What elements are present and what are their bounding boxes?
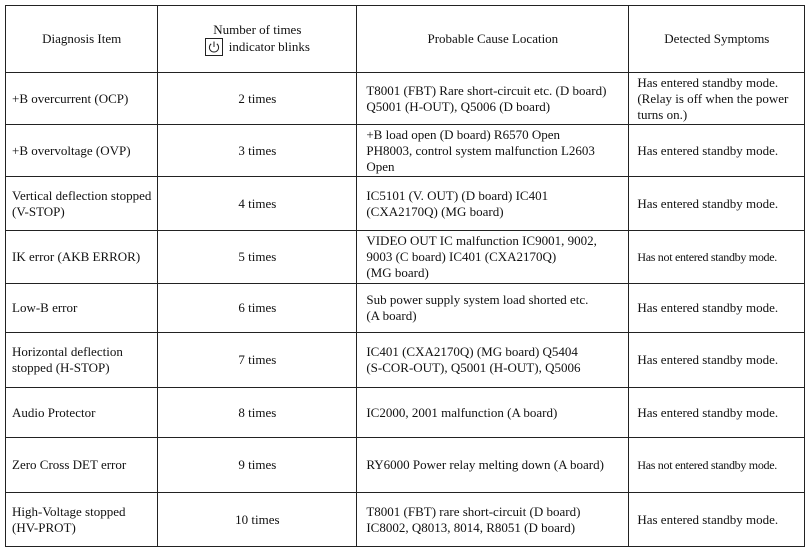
symptom-line: Has not entered standby mode. (637, 250, 777, 264)
diagnosis-item-cell (6, 177, 158, 231)
blinks-cell: 3 times (158, 125, 357, 177)
blinks-cell: 2 times (158, 73, 357, 125)
cause-cell (357, 333, 629, 388)
diagnosis-item-cell (6, 231, 158, 284)
diagnosis-item-line: Low-B error (12, 300, 78, 315)
diagnosis-item-line: stopped (H-STOP) (12, 360, 110, 375)
symptom-cell (629, 231, 805, 284)
diagnosis-item-line: (V-STOP) (12, 203, 65, 219)
header-blinks-line2: indicator blinks (228, 38, 310, 54)
table-row (6, 438, 805, 493)
table-row (6, 388, 805, 438)
blinks-cell: 5 times (158, 231, 357, 284)
diagnosis-item-line: (HV-PROT) (12, 519, 76, 535)
cause-line: (MG board) (366, 265, 429, 280)
diagnosis-item-line: Zero Cross DET error (12, 457, 127, 472)
symptom-cell (629, 333, 805, 388)
diagnosis-item-line: Horizontal deflection (12, 344, 123, 359)
diagnosis-item-cell (6, 284, 158, 333)
diagnosis-item-line: +B overvoltage (OVP) (12, 142, 131, 158)
diagnosis-item-line: IK error (AKB ERROR) (12, 249, 141, 264)
diagnosis-table (5, 5, 805, 547)
diagnosis-item-line: High-Voltage stopped (12, 503, 126, 519)
cause-cell (357, 73, 629, 125)
blinks-cell: 4 times (158, 177, 357, 231)
cause-cell (357, 388, 629, 438)
symptom-line: Has entered standby mode. (637, 511, 779, 527)
symptom-line: Has entered standby mode. (637, 195, 779, 211)
blinks-cell: 7 times (158, 333, 357, 388)
cause-line: Open (366, 158, 395, 174)
diagnosis-item-line: +B overcurrent (OCP) (12, 90, 129, 106)
table-row (6, 493, 805, 547)
symptom-cell (629, 438, 805, 493)
table-row (6, 284, 805, 333)
symptom-line: Has entered standby mode. (637, 352, 779, 367)
table-row (6, 125, 805, 177)
cause-line: Q5001 (H-OUT), Q5006 (D board) (366, 98, 551, 114)
header-diagnosis-item: Diagnosis Item (6, 6, 158, 73)
cause-line: IC2000, 2001 malfunction (A board) (366, 404, 558, 420)
cause-line: Sub power supply system load shorted etc. (366, 292, 589, 307)
diagnosis-item-cell (6, 333, 158, 388)
cause-line: (CXA2170Q) (MG board) (366, 203, 504, 219)
symptom-line: Has entered standby mode. (637, 404, 779, 420)
diagnosis-item-cell (6, 493, 158, 547)
table-row (6, 333, 805, 388)
diagnosis-item-cell (6, 73, 158, 125)
cause-line: (S-COR-OUT), Q5001 (H-OUT), Q5006 (366, 360, 581, 375)
symptom-cell (629, 177, 805, 231)
cause-cell (357, 438, 629, 493)
table-row (6, 231, 805, 284)
cause-cell (357, 177, 629, 231)
cause-line: T8001 (FBT) Rare short-circuit etc. (D board) (366, 82, 607, 98)
blinks-cell: 6 times (158, 284, 357, 333)
symptom-cell (629, 125, 805, 177)
table-row (6, 73, 805, 125)
table-row (6, 177, 805, 231)
header-symptoms: Detected Symptoms (629, 6, 805, 73)
symptom-cell (629, 73, 805, 125)
symptom-line: turns on.) (637, 106, 688, 122)
cause-line: RY6000 Power relay melting down (A board) (366, 457, 604, 472)
cause-line: VIDEO OUT IC malfunction IC9001, 9002, (366, 233, 597, 248)
blinks-cell: 9 times (158, 438, 357, 493)
diagnosis-item-cell (6, 438, 158, 493)
cause-cell (357, 231, 629, 284)
cause-line: +B load open (D board) R6570 Open (366, 126, 560, 142)
power-icon (205, 38, 223, 56)
blinks-cell: 8 times (158, 388, 357, 438)
cause-cell (357, 125, 629, 177)
cause-line: T8001 (FBT) rare short-circuit (D board) (366, 503, 581, 519)
symptom-line: (Relay is off when the power (637, 90, 789, 106)
symptom-cell (629, 388, 805, 438)
diagnosis-item-line: Audio Protector (12, 404, 96, 420)
header-blinks-line2-wrap (164, 38, 350, 57)
cause-line: IC8002, Q8013, 8014, R8051 (D board) (366, 519, 576, 535)
cause-cell (357, 493, 629, 547)
symptom-line: Has entered standby mode. (637, 300, 779, 315)
blinks-cell: 10 times (158, 493, 357, 547)
symptom-line: Has entered standby mode. (637, 74, 779, 90)
symptom-line: Has not entered standby mode. (637, 458, 777, 472)
cause-line: PH8003, control system malfunction L2603 (366, 142, 595, 158)
header-blinks (158, 6, 357, 73)
diagnosis-item-line: Vertical deflection stopped (12, 187, 152, 203)
cause-line: IC401 (CXA2170Q) (MG board) Q5404 (366, 344, 578, 359)
header-blinks-line1: Number of times (213, 21, 302, 37)
cause-cell (357, 284, 629, 333)
diagnosis-item-cell (6, 388, 158, 438)
header-cause: Probable Cause Location (357, 6, 629, 73)
cause-line: IC5101 (V. OUT) (D board) IC401 (366, 187, 549, 203)
symptom-cell (629, 284, 805, 333)
diagnosis-item-cell (6, 125, 158, 177)
header-row (6, 6, 805, 73)
cause-line: (A board) (366, 308, 417, 323)
symptom-cell (629, 493, 805, 547)
cause-line: 9003 (C board) IC401 (CXA2170Q) (366, 249, 557, 264)
symptom-line: Has entered standby mode. (637, 142, 779, 158)
